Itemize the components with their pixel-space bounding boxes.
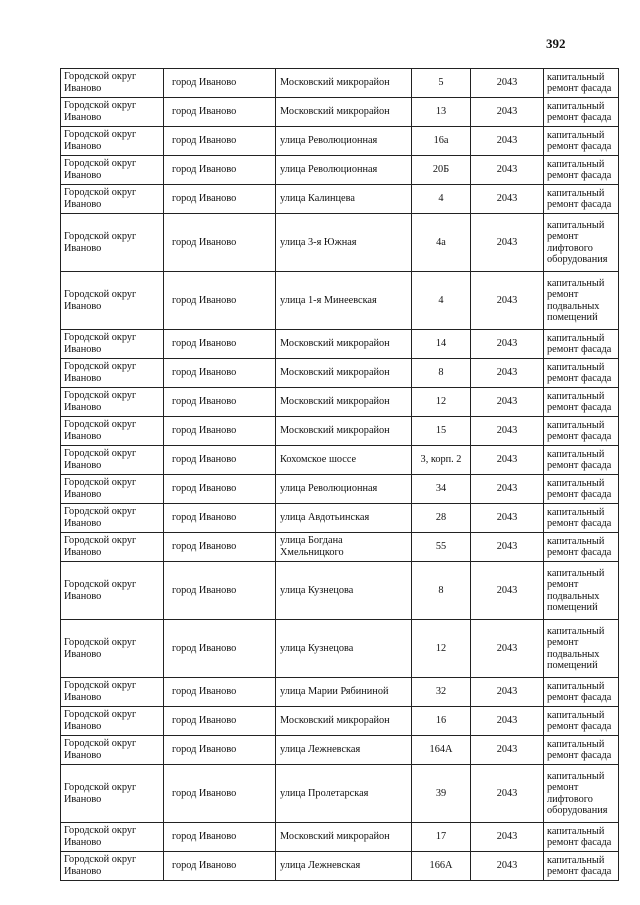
house-number-cell: 16 — [412, 707, 471, 736]
work-type-cell: капитальный ремонт фасада — [544, 736, 619, 765]
house-number-cell: 5 — [412, 69, 471, 98]
year-cell: 2043 — [471, 69, 544, 98]
city-cell: город Иваново — [164, 127, 276, 156]
work-type-cell: капитальный ремонт фасада — [544, 475, 619, 504]
district-cell: Городской округ Иваново — [61, 533, 164, 562]
year-cell: 2043 — [471, 417, 544, 446]
house-number-cell: 13 — [412, 98, 471, 127]
year-cell: 2043 — [471, 504, 544, 533]
work-type-cell: капитальный ремонт фасада — [544, 98, 619, 127]
year-cell: 2043 — [471, 388, 544, 417]
year-cell: 2043 — [471, 707, 544, 736]
city-cell: город Иваново — [164, 446, 276, 475]
city-cell: город Иваново — [164, 562, 276, 620]
district-cell: Городской округ Иваново — [61, 359, 164, 388]
page-number: 392 — [546, 36, 566, 51]
table-row — [61, 678, 619, 707]
year-cell: 2043 — [471, 823, 544, 852]
year-cell: 2043 — [471, 852, 544, 881]
district-cell: Городской округ Иваново — [61, 678, 164, 707]
district-cell: Городской округ Иваново — [61, 330, 164, 359]
work-type-cell: капитальный ремонт фасада — [544, 707, 619, 736]
year-cell: 2043 — [471, 330, 544, 359]
city-cell: город Иваново — [164, 620, 276, 678]
house-number-cell: 28 — [412, 504, 471, 533]
work-type-cell: капитальный ремонт фасада — [544, 127, 619, 156]
work-type-cell: капитальный ремонт фасада — [544, 359, 619, 388]
district-cell: Городской округ Иваново — [61, 127, 164, 156]
work-type-cell: капитальный ремонт фасада — [544, 417, 619, 446]
year-cell: 2043 — [471, 475, 544, 504]
year-cell: 2043 — [471, 156, 544, 185]
street-cell: улица Революционная — [276, 127, 412, 156]
year-cell: 2043 — [471, 185, 544, 214]
street-cell: Московский микрорайон — [276, 823, 412, 852]
house-number-cell: 32 — [412, 678, 471, 707]
house-number-cell: 4 — [412, 272, 471, 330]
table-row — [61, 185, 619, 214]
district-cell: Городской округ Иваново — [61, 446, 164, 475]
street-cell: улица 3-я Южная — [276, 214, 412, 272]
city-cell: город Иваново — [164, 272, 276, 330]
table-row — [61, 446, 619, 475]
work-type-cell: капитальный ремонт фасада — [544, 446, 619, 475]
district-cell: Городской округ Иваново — [61, 272, 164, 330]
table-row — [61, 388, 619, 417]
house-number-cell: 166А — [412, 852, 471, 881]
district-cell: Городской округ Иваново — [61, 562, 164, 620]
city-cell: город Иваново — [164, 98, 276, 127]
table-row — [61, 214, 619, 272]
house-number-cell: 12 — [412, 388, 471, 417]
street-cell: Московский микрорайон — [276, 417, 412, 446]
table-row — [61, 765, 619, 823]
street-cell: улица Калинцева — [276, 185, 412, 214]
street-cell: улица Богдана Хмельницкого — [276, 533, 412, 562]
work-type-cell: капитальный ремонт фасада — [544, 852, 619, 881]
house-number-cell: 14 — [412, 330, 471, 359]
work-type-cell: капитальный ремонт фасада — [544, 504, 619, 533]
year-cell: 2043 — [471, 214, 544, 272]
table-body — [61, 69, 619, 881]
year-cell: 2043 — [471, 736, 544, 765]
table-row — [61, 359, 619, 388]
district-cell: Городской округ Иваново — [61, 707, 164, 736]
work-type-cell: капитальный ремонт лифтового оборудования — [544, 214, 619, 272]
work-type-cell: капитальный ремонт подвальных помещений — [544, 620, 619, 678]
city-cell: город Иваново — [164, 707, 276, 736]
street-cell: улица Марии Рябининой — [276, 678, 412, 707]
district-cell: Городской округ Иваново — [61, 823, 164, 852]
table-row — [61, 156, 619, 185]
house-number-cell: 17 — [412, 823, 471, 852]
work-type-cell: капитальный ремонт фасада — [544, 185, 619, 214]
house-number-cell: 55 — [412, 533, 471, 562]
district-cell: Городской округ Иваново — [61, 69, 164, 98]
year-cell: 2043 — [471, 533, 544, 562]
house-number-cell: 34 — [412, 475, 471, 504]
work-type-cell: капитальный ремонт фасада — [544, 330, 619, 359]
district-cell: Городской округ Иваново — [61, 852, 164, 881]
district-cell: Городской округ Иваново — [61, 417, 164, 446]
year-cell: 2043 — [471, 98, 544, 127]
street-cell: Кохомское шоссе — [276, 446, 412, 475]
street-cell: Московский микрорайон — [276, 359, 412, 388]
house-number-cell: 39 — [412, 765, 471, 823]
district-cell: Городской округ Иваново — [61, 765, 164, 823]
work-type-cell: капитальный ремонт лифтового оборудования — [544, 765, 619, 823]
street-cell: Московский микрорайон — [276, 330, 412, 359]
street-cell: Московский микрорайон — [276, 388, 412, 417]
work-type-cell: капитальный ремонт фасада — [544, 678, 619, 707]
table-row — [61, 504, 619, 533]
work-type-cell: капитальный ремонт фасада — [544, 388, 619, 417]
house-number-cell: 20Б — [412, 156, 471, 185]
house-number-cell: 3, корп. 2 — [412, 446, 471, 475]
year-cell: 2043 — [471, 678, 544, 707]
district-cell: Городской округ Иваново — [61, 156, 164, 185]
table-row — [61, 852, 619, 881]
year-cell: 2043 — [471, 359, 544, 388]
district-cell: Городской округ Иваново — [61, 98, 164, 127]
year-cell: 2043 — [471, 620, 544, 678]
work-type-cell: капитальный ремонт фасада — [544, 156, 619, 185]
district-cell: Городской округ Иваново — [61, 736, 164, 765]
city-cell: город Иваново — [164, 417, 276, 446]
city-cell: город Иваново — [164, 359, 276, 388]
district-cell: Городской округ Иваново — [61, 620, 164, 678]
city-cell: город Иваново — [164, 823, 276, 852]
city-cell: город Иваново — [164, 504, 276, 533]
table-row — [61, 620, 619, 678]
street-cell: улица Лежневская — [276, 852, 412, 881]
table-row — [61, 707, 619, 736]
year-cell: 2043 — [471, 272, 544, 330]
street-cell: улица Кузнецова — [276, 562, 412, 620]
street-cell: Московский микрорайон — [276, 707, 412, 736]
city-cell: город Иваново — [164, 475, 276, 504]
street-cell: улица Авдотьинская — [276, 504, 412, 533]
city-cell: город Иваново — [164, 736, 276, 765]
city-cell: город Иваново — [164, 330, 276, 359]
house-number-cell: 15 — [412, 417, 471, 446]
table-row — [61, 475, 619, 504]
table-row — [61, 562, 619, 620]
district-cell: Городской округ Иваново — [61, 214, 164, 272]
house-number-cell: 4 — [412, 185, 471, 214]
city-cell: город Иваново — [164, 533, 276, 562]
city-cell: город Иваново — [164, 678, 276, 707]
house-number-cell: 8 — [412, 359, 471, 388]
house-number-cell: 8 — [412, 562, 471, 620]
year-cell: 2043 — [471, 127, 544, 156]
work-type-cell: капитальный ремонт фасада — [544, 533, 619, 562]
street-cell: улица Пролетарская — [276, 765, 412, 823]
house-number-cell: 16а — [412, 127, 471, 156]
street-cell: улица 1-я Минеевская — [276, 272, 412, 330]
table-row — [61, 98, 619, 127]
house-number-cell: 164А — [412, 736, 471, 765]
year-cell: 2043 — [471, 446, 544, 475]
table-row — [61, 272, 619, 330]
street-cell: улица Лежневская — [276, 736, 412, 765]
table-row — [61, 69, 619, 98]
city-cell: город Иваново — [164, 69, 276, 98]
house-number-cell: 4а — [412, 214, 471, 272]
street-cell: улица Революционная — [276, 156, 412, 185]
work-type-cell: капитальный ремонт фасада — [544, 823, 619, 852]
table-row — [61, 736, 619, 765]
table-row — [61, 417, 619, 446]
year-cell: 2043 — [471, 765, 544, 823]
table-row — [61, 127, 619, 156]
district-cell: Городской округ Иваново — [61, 185, 164, 214]
year-cell: 2043 — [471, 562, 544, 620]
work-type-cell: капитальный ремонт подвальных помещений — [544, 272, 619, 330]
city-cell: город Иваново — [164, 388, 276, 417]
street-cell: улица Революционная — [276, 475, 412, 504]
table-row — [61, 823, 619, 852]
city-cell: город Иваново — [164, 156, 276, 185]
district-cell: Городской округ Иваново — [61, 475, 164, 504]
street-cell: Московский микрорайон — [276, 69, 412, 98]
city-cell: город Иваново — [164, 852, 276, 881]
street-cell: улица Кузнецова — [276, 620, 412, 678]
work-type-cell: капитальный ремонт подвальных помещений — [544, 562, 619, 620]
city-cell: город Иваново — [164, 214, 276, 272]
district-cell: Городской округ Иваново — [61, 504, 164, 533]
work-type-cell: капитальный ремонт фасада — [544, 69, 619, 98]
table-row — [61, 330, 619, 359]
house-number-cell: 12 — [412, 620, 471, 678]
city-cell: город Иваново — [164, 765, 276, 823]
table-row — [61, 533, 619, 562]
city-cell: город Иваново — [164, 185, 276, 214]
district-cell: Городской округ Иваново — [61, 388, 164, 417]
street-cell: Московский микрорайон — [276, 98, 412, 127]
repair-schedule-table — [60, 68, 619, 881]
